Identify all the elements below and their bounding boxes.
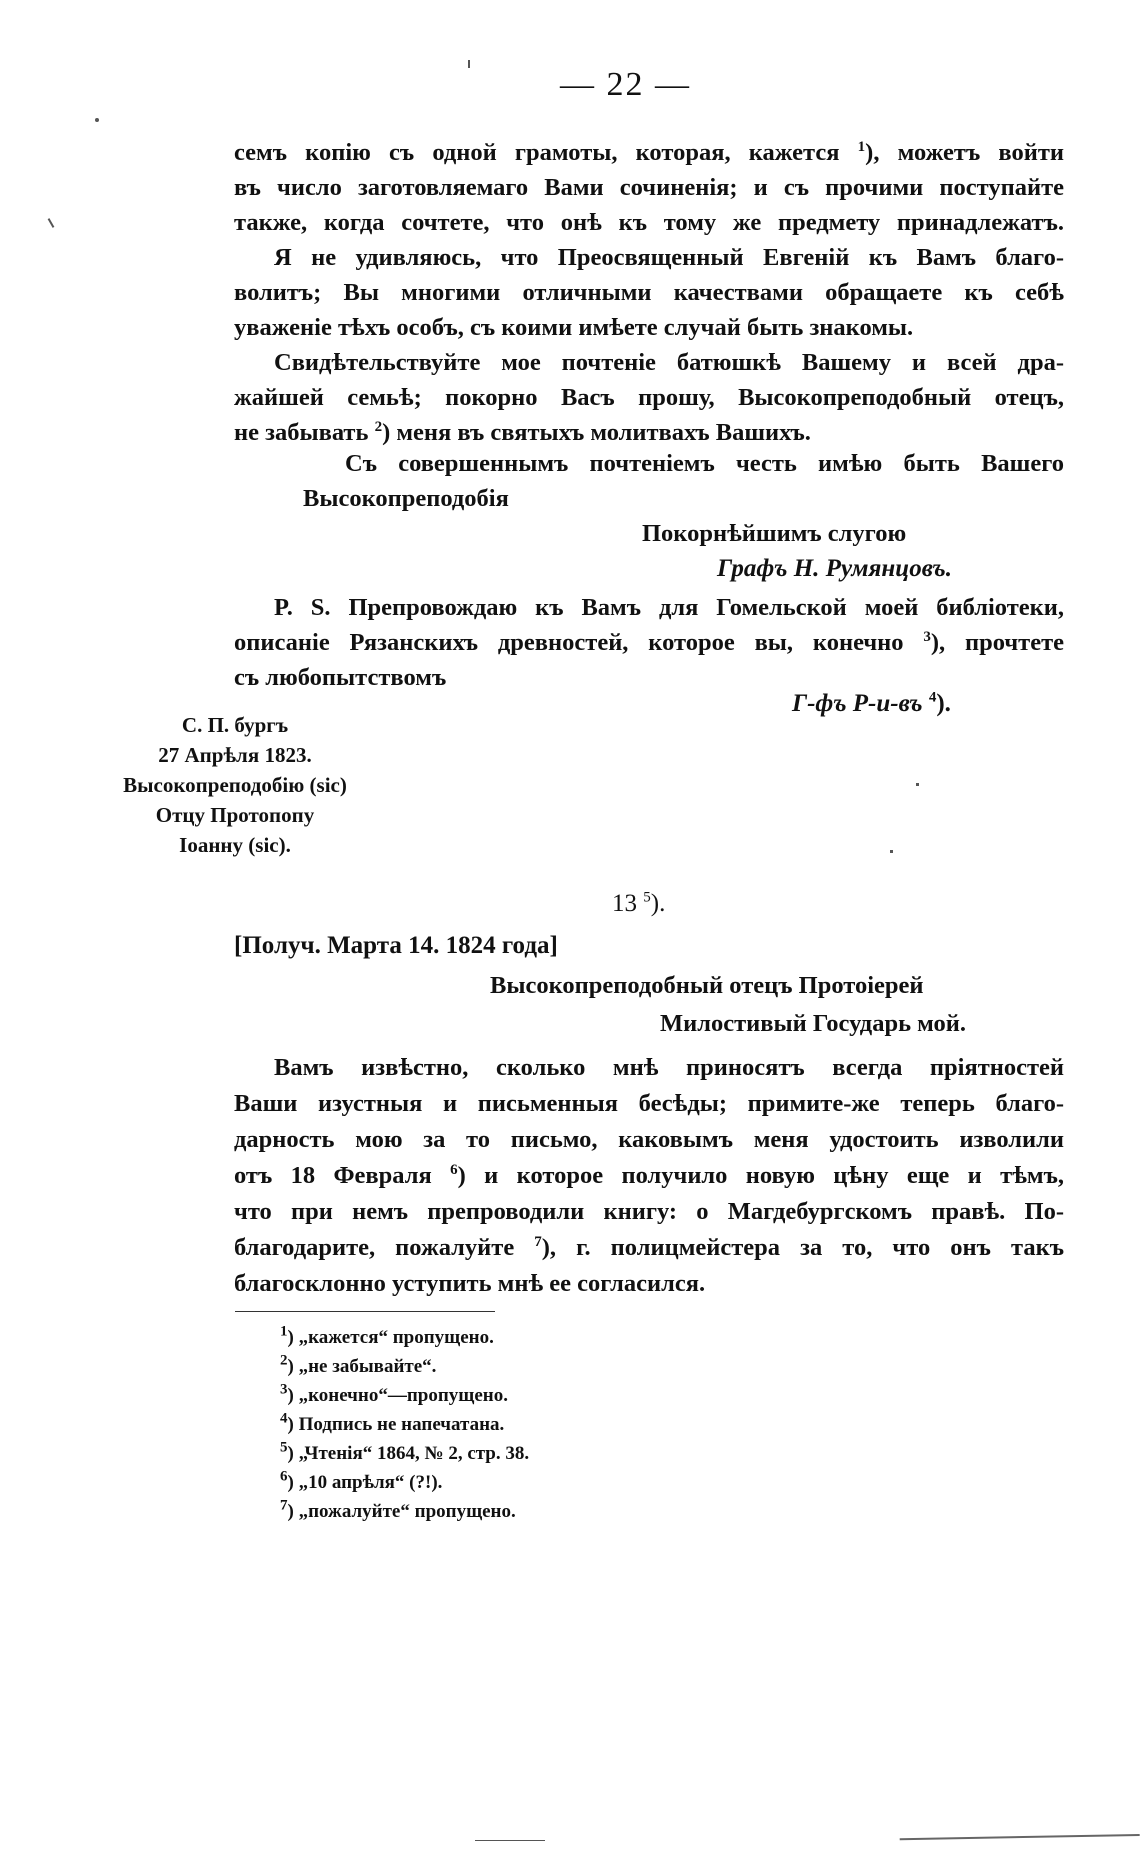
page-number: — 22 — — [560, 66, 691, 103]
footnote: $^1$) „кажется“ пропущено. — [280, 1323, 494, 1348]
letter-number: 13 $^5$). — [612, 889, 666, 917]
text-line: семъ копію съ одной грамоты, которая, кажется $^1$), можетъ войти — [234, 138, 1064, 166]
text-line: Вамъ извѣстно, сколько мнѣ приносятъ всегда пріятностей — [274, 1054, 1064, 1081]
footnote-divider — [235, 1311, 495, 1312]
salutation: Высокопреподобный отецъ Протоіерей — [490, 972, 924, 999]
text-line: описаніе Рязанскихъ древностей, которое вы, конечно $^3$), прочтете — [234, 628, 1065, 656]
text-line: съ любопытствомъ — [234, 664, 447, 691]
footnote: $^4$) Подпись не напечатана. — [280, 1410, 505, 1435]
footnote-ref: 7 — [534, 1233, 542, 1250]
scan-speck — [916, 783, 919, 786]
salutation-sir: Милостивый Государь мой. — [660, 1010, 967, 1037]
text-line: благодарите, пожалуйте $^7$), г. полицмейстера за то, что онъ такъ — [234, 1233, 1064, 1261]
footnote: $^2$) „не забывайте“. — [280, 1352, 437, 1377]
dateline-line: Высокопреподобію (sic) — [123, 773, 347, 797]
letter-13-body — [234, 1050, 1064, 1302]
scan-speck — [468, 60, 470, 68]
footnote-ref: 4 — [928, 689, 937, 706]
text-line: благосклонно уступить мнѣ ее согласился. — [234, 1270, 706, 1297]
text-line: Я не удивляюсь, что Преосвященный Евгеній къ Вамъ благо- — [274, 244, 1064, 271]
closing-address: Высокопреподобія — [303, 485, 509, 512]
text-line: Свидѣтельствуйте мое почтеніе батюшкѣ Вашему и всей дра- — [274, 349, 1064, 376]
text-line: Ваши изустныя и письменныя бесѣды; примите-же теперь благо- — [234, 1090, 1064, 1117]
signature: Графъ Н. Румянцовъ. — [717, 555, 952, 582]
text-line: уваженіе тѣхъ особъ, съ коими имѣете случай быть знакомы. — [234, 314, 914, 341]
footnotes — [280, 1323, 529, 1526]
scan-speck — [890, 850, 893, 853]
ps-signature: Г-фъ Р-и-въ $^4$). — [792, 689, 951, 717]
closing-servant: Покорнѣйшимъ слугою — [642, 520, 907, 547]
footnote-ref: 5 — [643, 889, 651, 906]
scan-edge-shadow — [900, 1834, 1140, 1858]
letter-end-body — [234, 135, 1064, 450]
footnote-ref: 2 — [374, 418, 383, 435]
text-line: не забывать $^2$) меня въ святыхъ молитвахъ Вашихъ. — [234, 418, 811, 446]
text-line: также, когда сочтете, что онѣ къ тому же предмету принадлежатъ. — [234, 209, 1064, 236]
received-note: [Получ. Марта 14. 1824 года] — [234, 932, 558, 959]
scan-speck — [48, 218, 55, 228]
text-line: отъ 18 Февраля $^6$) и которое получило новую цѣну еще и тѣмъ, — [234, 1161, 1064, 1189]
closing-line: Съ совершеннымъ почтеніемъ честь имѣю быть Вашего — [345, 450, 1064, 477]
text-line: жайшей семьѣ; покорно Васъ прошу, Высокопреподобный отецъ, — [234, 384, 1064, 411]
text-line: волитъ; Вы многими отличными качествами обращаете къ себѣ — [234, 279, 1064, 306]
dateline-line: Іоанну (sic). — [179, 833, 291, 857]
text-line: P. S. Препровождаю къ Вамъ для Гомельской моей библіотеки, — [274, 594, 1064, 621]
footnote: $^6$) „10 апрѣля“ (?!). — [280, 1468, 443, 1493]
dateline-line: С. П. бургъ — [181, 713, 289, 737]
footnote-ref: 6 — [450, 1161, 458, 1178]
text-line: что при немъ препроводили книгу: о Магдебургскомъ правѣ. По- — [234, 1198, 1064, 1225]
scan-speck — [475, 1840, 545, 1841]
scan-speck — [95, 118, 99, 122]
footnote-ref: 3 — [923, 628, 931, 645]
postscript — [234, 590, 1064, 695]
dateline-line: 27 Апрѣля 1823. — [158, 743, 312, 767]
dateline — [0, 710, 470, 860]
footnote-ref: 1 — [857, 138, 866, 155]
text-line: дарность мою за то письмо, каковымъ меня удостоить изволили — [234, 1126, 1064, 1153]
footnote: $^3$) „конечно“—пропущено. — [280, 1381, 508, 1406]
footnote: $^5$) „Чтенія“ 1864, № 2, стр. 38. — [280, 1439, 530, 1464]
text-line: въ число заготовляемаго Вами сочиненія; и съ прочими поступайте — [234, 174, 1064, 201]
dateline-line: Отцу Протопопу — [155, 803, 315, 827]
footnote: $^7$) „пожалуйте“ пропущено. — [280, 1497, 516, 1522]
